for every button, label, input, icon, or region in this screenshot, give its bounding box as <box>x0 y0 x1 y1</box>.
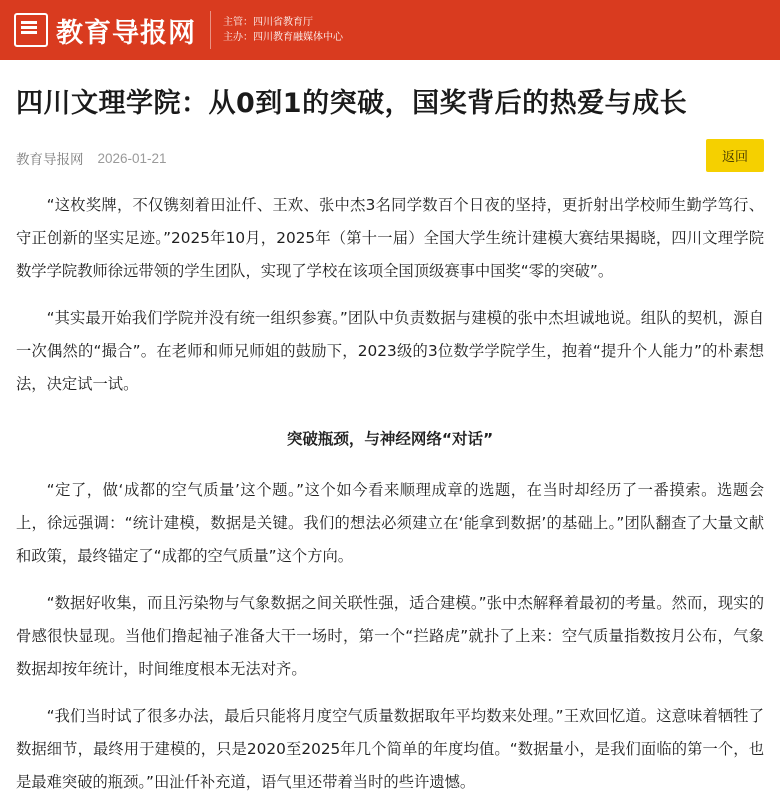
article-subheading: 突破瓶颈，与神经网络“对话” <box>286 430 494 449</box>
organizer-label: 主办： <box>223 32 253 43</box>
article-paragraph: “其实最开始我们学院并没有统一组织参赛。”团队中负责数据与建模的张中杰坦诚地说。组队的契机，源自一次偶然的“撮合”。在老师和师兄师姐的鼓励下，2023级的3位数学学院学生，抱着“提升个人能力”的朴素想法，决定试一试。 <box>16 309 764 394</box>
authority-line-supervisor <box>223 15 343 30</box>
site-logo-text: 教育导报网 <box>56 17 196 49</box>
back-button[interactable]: 返回 <box>706 139 764 172</box>
article-paragraph: “数据好收集，而且污染物与气象数据之间关联性强，适合建模。”张中杰解释着最初的考量。然而，现实的骨感很快显现。当他们撸起袖子准备大干一场时，第一个“拦路虎”就扑了上来：空气质量指数按月公布，气象数据却按年统计，时间维度根本无法对齐。 <box>16 594 764 679</box>
site-header <box>0 0 780 60</box>
article-source: 教育导报网 <box>16 152 84 168</box>
article-body <box>16 189 764 799</box>
supervisor-value: 四川省教育厅 <box>253 17 313 28</box>
article-date: 2026-01-21 <box>97 150 167 166</box>
article-meta <box>16 143 764 173</box>
header-divider <box>210 11 211 49</box>
site-logo[interactable] <box>0 11 196 50</box>
site-authority-info <box>223 15 343 45</box>
article-container <box>0 86 780 799</box>
supervisor-label: 主管： <box>223 17 253 28</box>
authority-line-organizer <box>223 30 343 45</box>
organizer-value: 四川教育融媒体中心 <box>253 32 343 43</box>
article-paragraph: “我们当时试了很多办法，最后只能将月度空气质量数据取年平均数来处理。”王欢回忆道。这意味着牺牲了数据细节，最终用于建模的，只是2020至2025年几个简单的年度均值。“数据量小，是我们面临的第一个，也是最难突破的瓶颈。”田沚仟补充道，语气里还带着当时的些许遗憾。 <box>16 707 764 792</box>
page-title: 四川文理学院：从0到1的突破，国奖背后的热爱与成长 <box>16 88 688 119</box>
article-paragraph: “这枚奖牌，不仅镌刻着田沚仟、王欢、张中杰3名同学数百个日夜的坚持，更折射出学校师生勤学笃行、守正创新的坚实足迹。”2025年10月，2025年（第十一届）全国大学生统计建模大赛结果揭晓，四川文理学院数学学院教师徐远带领的学生团队，实现了学校在该项全国顶级赛事中国奖“零的突破”。 <box>16 196 764 281</box>
book-logo-icon <box>14 13 48 47</box>
article-paragraph: “定了，做‘成都的空气质量’这个题。”这个如今看来顺理成章的选题，在当时却经历了一番摸索。选题会上，徐远强调：“统计建模，数据是关键。我们的想法必须建立在‘能拿到数据’的基础上。”团队翻查了大量文献和政策，最终锚定了“成都的空气质量”这个方向。 <box>16 481 764 566</box>
